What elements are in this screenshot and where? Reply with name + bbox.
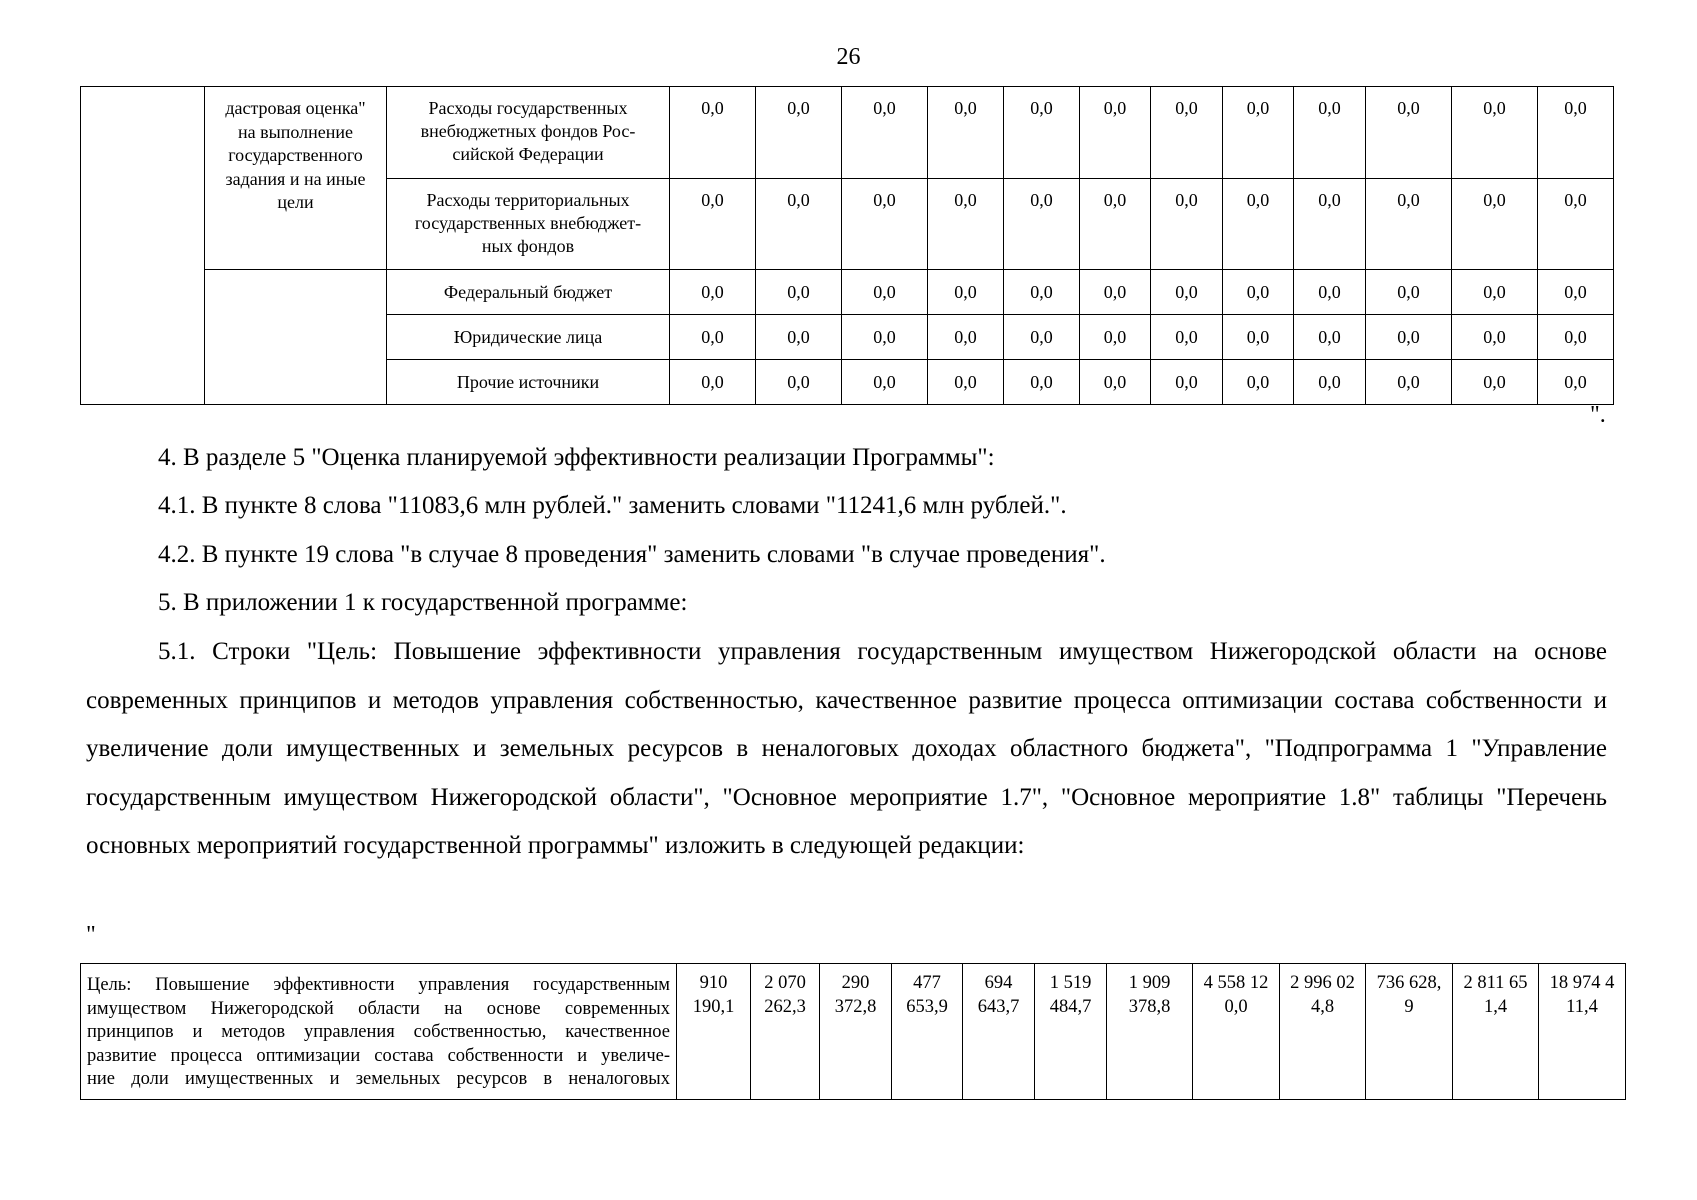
value-cell: 0,0: [1151, 315, 1223, 360]
amount-line: 2 811 65: [1463, 973, 1528, 993]
amount-cell: [751, 964, 820, 1100]
amount-line: 1,4: [1483, 996, 1508, 1017]
amount-line: 694: [984, 973, 1013, 993]
amount-cell: [1107, 964, 1193, 1100]
value-cell: 0,0: [756, 360, 842, 405]
funding-source-line: Прочие источники: [456, 371, 600, 392]
value-cell: 0,0: [1452, 360, 1538, 405]
amount-line: 290: [841, 973, 870, 993]
value-cell: 0,0: [1223, 179, 1294, 270]
value-cell: 0,0: [1294, 315, 1366, 360]
value-cell: 0,0: [1004, 179, 1080, 270]
funding-source-cell: [387, 270, 670, 315]
funding-source-line: Федеральный бюджет: [443, 281, 613, 302]
funding-source-line: внебюджетных фондов Рос-: [420, 121, 636, 141]
funding-source-line: сийской Федерации: [452, 144, 604, 164]
amount-line: 2 070: [764, 973, 806, 993]
value-cell: 0,0: [670, 270, 756, 315]
value-cell: 0,0: [1004, 270, 1080, 315]
amount-line: 736 628,: [1376, 973, 1442, 993]
value-cell: 0,0: [1004, 87, 1080, 179]
value-cell: 0,0: [842, 179, 928, 270]
activity-name-line: дастровая оценка": [225, 98, 366, 118]
amount-line: 190,1: [692, 996, 735, 1017]
amount-cell: [1280, 964, 1366, 1100]
value-cell: 0,0: [1151, 270, 1223, 315]
value-cell: 0,0: [928, 360, 1004, 405]
value-cell: 0,0: [1080, 87, 1151, 179]
value-cell: 0,0: [1452, 315, 1538, 360]
value-cell: 0,0: [1538, 315, 1614, 360]
value-cell: 0,0: [1080, 315, 1151, 360]
program-goal-table: [80, 963, 1626, 1100]
value-cell: 0,0: [670, 315, 756, 360]
amount-cell: [1193, 964, 1280, 1100]
value-cell: 0,0: [842, 360, 928, 405]
amount-line: 11,4: [1566, 996, 1598, 1017]
empty-cell: [81, 87, 205, 405]
value-cell: 0,0: [1151, 179, 1223, 270]
amount-line: 2 996 02: [1290, 973, 1355, 993]
goal-text-line: развитие процесса оптимизации состава собственности и увеличе-: [87, 1045, 670, 1066]
value-cell: 0,0: [670, 179, 756, 270]
amount-line: 910: [699, 973, 728, 993]
amount-line: 0,0: [1224, 996, 1248, 1017]
goal-text-line: ние доли имущественных и земельных ресурсов в неналоговых: [87, 1069, 670, 1089]
amount-line: 262,3: [764, 996, 806, 1017]
value-cell: 0,0: [1366, 270, 1452, 315]
amount-line: 484,7: [1049, 996, 1092, 1017]
value-cell: 0,0: [1223, 315, 1294, 360]
funding-source-line: ных фондов: [481, 236, 575, 256]
value-cell: 0,0: [1294, 270, 1366, 315]
amount-line: 1 909: [1128, 973, 1171, 993]
amount-cell: [892, 964, 963, 1100]
activity-name-line: на выполнение: [238, 121, 353, 142]
value-cell: 0,0: [756, 179, 842, 270]
amount-line: 378,8: [1128, 996, 1171, 1017]
empty-name-cell: [205, 270, 387, 405]
value-cell: 0,0: [1366, 360, 1452, 405]
paragraph-4: 4. В разделе 5 "Оценка планируемой эффективности реализации Программы":: [158, 444, 995, 471]
funding-source-cell: [387, 87, 670, 179]
amount-cell: [1366, 964, 1453, 1100]
value-cell: 0,0: [756, 315, 842, 360]
activity-name-line: задания и на иные: [225, 168, 366, 189]
table-row: [81, 87, 1614, 179]
paragraph-4-2: 4.2. В пункте 19 слова "в случае 8 проведения" заменить словами "в случае проведения".: [158, 541, 1106, 568]
amount-cell: [677, 964, 751, 1100]
value-cell: 0,0: [1004, 315, 1080, 360]
value-cell: 0,0: [842, 315, 928, 360]
amount-line: 4 558 12: [1203, 973, 1269, 993]
amount-cell: [963, 964, 1035, 1100]
value-cell: 0,0: [1223, 87, 1294, 179]
value-cell: 0,0: [670, 360, 756, 405]
table-row: [81, 270, 1614, 315]
value-cell: 0,0: [1366, 87, 1452, 179]
activity-name-cell: [205, 87, 387, 270]
amount-cell: [820, 964, 892, 1100]
value-cell: 0,0: [670, 87, 756, 179]
paragraph-4-1: 4.1. В пункте 8 слова "11083,6 млн рублей." заменить словами "11241,6 млн рублей.".: [158, 492, 1067, 519]
value-cell: 0,0: [1452, 270, 1538, 315]
goal-row: [81, 964, 1626, 1100]
value-cell: 0,0: [1538, 179, 1614, 270]
value-cell: 0,0: [1294, 87, 1366, 179]
value-cell: 0,0: [842, 270, 928, 315]
funding-source-cell: [387, 315, 670, 360]
value-cell: 0,0: [1538, 87, 1614, 179]
funding-source-line: Расходы территориальных: [426, 190, 630, 210]
value-cell: 0,0: [842, 87, 928, 179]
goal-text-line: имуществом Нижегородской области на основе современных: [87, 998, 670, 1019]
closing-quote: ".: [1590, 402, 1606, 428]
amount-line: 477: [913, 973, 941, 993]
value-cell: 0,0: [1080, 360, 1151, 405]
value-cell: 0,0: [1366, 315, 1452, 360]
value-cell: 0,0: [1452, 179, 1538, 270]
goal-text-line: принципов и методов управления собственностью, качественное: [87, 1022, 670, 1042]
value-cell: 0,0: [1151, 360, 1223, 405]
value-cell: 0,0: [1080, 270, 1151, 315]
funding-source-line: Расходы государственных: [428, 98, 628, 118]
paragraph-5: 5. В приложении 1 к государственной программе:: [158, 589, 688, 616]
funding-source-cell: [387, 360, 670, 405]
value-cell: 0,0: [1294, 179, 1366, 270]
goal-text-line: Цель: Повышение эффективности управления государственным: [87, 975, 670, 995]
amount-line: 643,7: [977, 996, 1020, 1017]
value-cell: 0,0: [1151, 87, 1223, 179]
amount-line: 372,8: [834, 996, 877, 1017]
amount-cell: [1453, 964, 1539, 1100]
value-cell: 0,0: [1223, 270, 1294, 315]
amount-line: 1 519: [1049, 973, 1092, 993]
funding-source-cell: [387, 179, 670, 270]
value-cell: 0,0: [1366, 179, 1452, 270]
value-cell: 0,0: [1294, 360, 1366, 405]
value-cell: 0,0: [1452, 87, 1538, 179]
activity-name-line: государственного: [228, 145, 363, 165]
funding-source-line: Юридические лица: [453, 326, 603, 347]
funding-sources-table: [80, 86, 1614, 405]
amount-cell: [1035, 964, 1107, 1100]
value-cell: 0,0: [1004, 360, 1080, 405]
value-cell: 0,0: [1538, 360, 1614, 405]
opening-quote: ": [86, 922, 96, 948]
page-number: 26: [836, 44, 861, 70]
value-cell: 0,0: [1538, 270, 1614, 315]
funding-source-line: государственных внебюджет-: [414, 213, 642, 233]
activity-name-line: цели: [277, 192, 314, 212]
amount-line: 4,8: [1310, 996, 1335, 1017]
value-cell: 0,0: [928, 315, 1004, 360]
amount-line: 18 974 4: [1549, 973, 1615, 993]
amount-line: 9: [1404, 996, 1414, 1017]
value-cell: 0,0: [928, 179, 1004, 270]
goal-text-cell: [81, 964, 677, 1100]
amount-line: 653,9: [906, 996, 948, 1017]
paragraph-5-1: 5.1. Строки "Цель: Повышение эффективности управления государственным имуществом Нижегородской области на основе современных принципов и методов управления собственностью, качественное развитие процесса оптимизации состава собственности и увеличение доли имущественных и земельных ресурсов в неналоговых доходах областного бюджета", "Подпрограмма 1 "Управление государственным имуществом Нижегородской области", "Основное мероприятие 1.7", "Основное мероприятие 1.8" таблицы "Перечень основных мероприятий государственной программы" изложить в следующей редакции:: [86, 638, 1607, 859]
value-cell: 0,0: [928, 270, 1004, 315]
value-cell: 0,0: [928, 87, 1004, 179]
value-cell: 0,0: [1223, 360, 1294, 405]
amount-cell: [1539, 964, 1626, 1100]
value-cell: 0,0: [756, 87, 842, 179]
value-cell: 0,0: [1080, 179, 1151, 270]
value-cell: 0,0: [756, 270, 842, 315]
